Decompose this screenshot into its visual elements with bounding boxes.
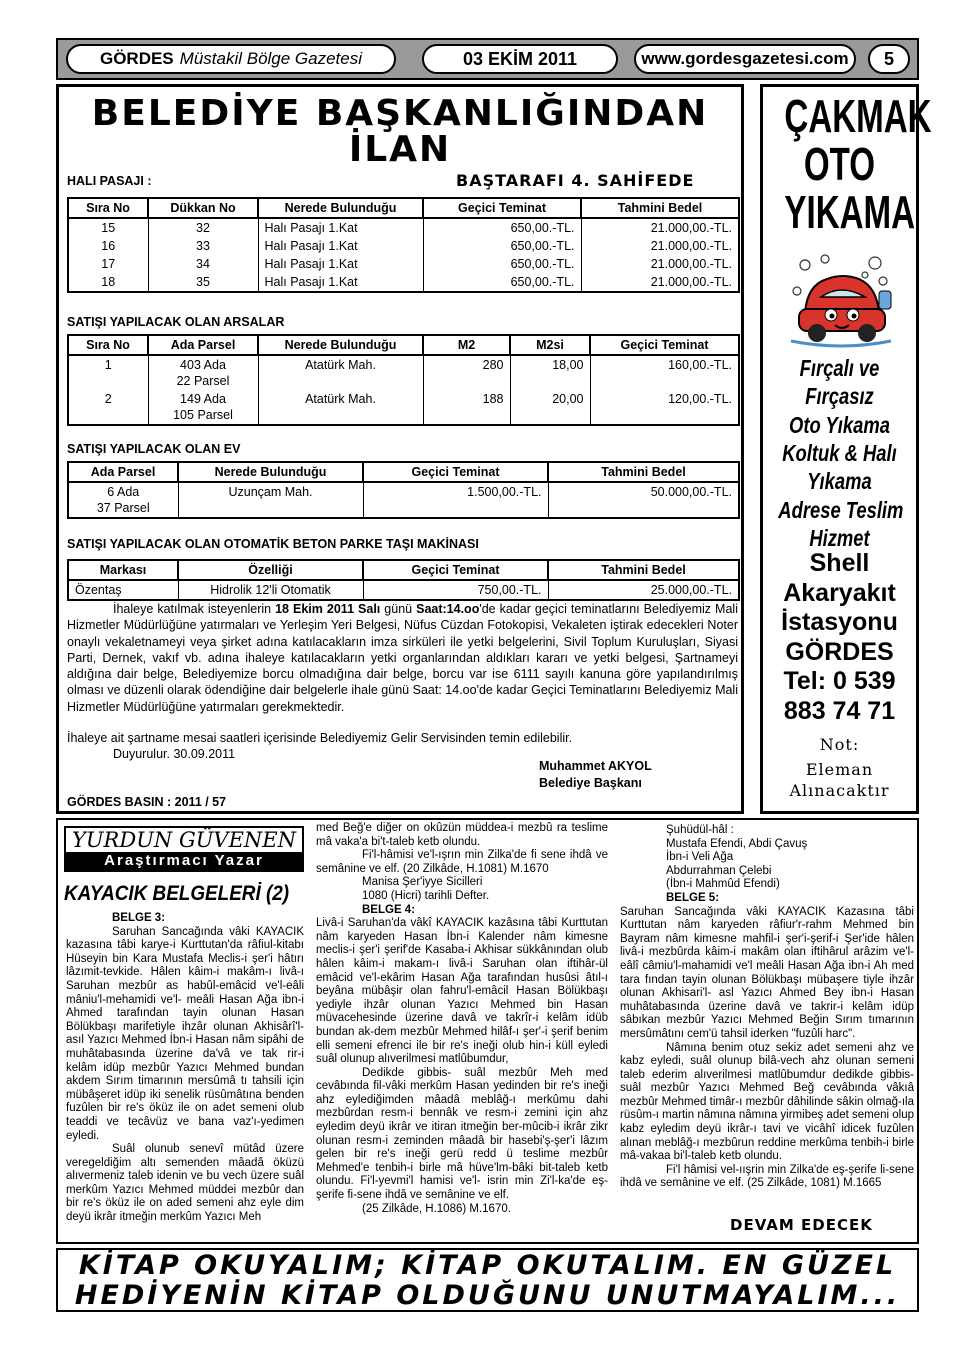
- table-header-cell: Tahmini Bedel: [581, 198, 739, 218]
- ad-service-line: Yıkama: [807, 468, 872, 495]
- ad-service-line: Hizmet: [809, 524, 870, 551]
- table-cell: 21.000,00.-TL.: [581, 237, 739, 255]
- ad-station-line: Tel: 0 539: [783, 667, 896, 695]
- issue-date: 03 EKİM 2011: [462, 48, 578, 69]
- table-header-cell: Nerede Bulunduğu: [258, 198, 423, 218]
- article-paragraph: Livâ-i Saruhan'da vâkî KAYACIK kazâsına tâbi Kurttutan nâm karyeden Hasan İbn-i Kalender nâm kimesne meclis-i şer'i şerif'de Kasaba-i Akhisar sükkânından olub hâlen kâim-i makam-ı livâ-i Saruhan olan iftihâr-ül emâcid ve'l-ekârim Hasan Ağa tarafından husûsi âtıl-ı beyâna mübâşir olan fahru'l-emâcil Hasan Bölükbaşı yediyle ihzâr olunan Yazıcı Mehmed bin Hasan müvacehesinde üzerine davâ ve takrîr-i kelâm idüb bundan ak-dem mezbûr Mehmed hilâf-ı şer'-i şerif benim elli semeni efrenci ile bir re's ineği olub hin-i küll eyledi suâl olunup alıverilmesi matlûbumdur,: [316, 917, 608, 1066]
- paper-name: GÖRDES: [99, 49, 174, 68]
- table-header-cell: Geçici Teminat: [363, 560, 548, 580]
- ad-station-line: Shell: [809, 549, 870, 577]
- table-cell: 188: [423, 390, 510, 425]
- ad-service-line: Oto Yıkama: [789, 411, 890, 438]
- article-paragraph: Saruhan Sancağında vâki KAYACIK kazasına tâbi karye-i Kurttutan'da râfiul-kitabı Hüseyin bin Kara Mustafa Meclis-i şer'i hâtırı lâzımit-tevkide. Hâlen kâim-i makâm-ı livâ-ı Saruhan mezbûr as habûl-emâcid ve'l-eâli mâniu'l-mehamidi ve'l- meâli Hasan Ağa ibn-i Ahmed tarafından tayin olunan Hasan Bölükbaşı marifetiyle ihzâr olunan Akhisârî'l-asıl Yazıcı Mehmed İbn-i Hasan nâm sipâhi de muhâtabasında üzerine da'vâ ve tak rir-i kelâm idüp mezbûr Yazıcı Mehmed bundan akdem Sırım timarının mersûmâ tı tahsili için mübâşeret idüp iki senelik rüsûmâtına benden fuzûlen bir re's öküz ile on adet semeni olub teaddi ve tecâvüz ve bana vaz'ı-yedimen eyledi.: [66, 925, 304, 1142]
- ev-table: [67, 461, 740, 519]
- table-cell: 50.000,00.-TL.: [548, 482, 739, 518]
- table-cell: [148, 355, 258, 390]
- table-header-cell: Sıra No: [68, 335, 148, 355]
- ad-title-3: YIKAMA: [784, 186, 916, 238]
- table-cell: Halı Pasajı 1.Kat: [258, 255, 423, 273]
- notice-body-2: İhaleye ait şartname mesai saatleri içerisinde Belediyemiz Gelir Servisinden temin edilebilir.: [67, 731, 573, 745]
- article-paragraph: Şuhüdül-hâl :: [666, 824, 734, 836]
- table-header-cell: Özelliği: [178, 560, 363, 580]
- notice-title-line2: İLAN: [348, 129, 452, 170]
- ad-title-2: OTO: [803, 138, 876, 190]
- table-row: [68, 355, 739, 390]
- table-cell: 20,00: [510, 390, 590, 425]
- article-paragraph: BELGE 3:: [112, 912, 166, 924]
- table-cell: 120,00.-TL.: [590, 390, 739, 425]
- table-row: [68, 390, 739, 425]
- table-header-cell: Ada Parsel: [148, 335, 258, 355]
- table-header-cell: Geçici Teminat: [423, 198, 581, 218]
- ad-station-line: Akaryakıt: [783, 578, 896, 607]
- table-cell: 21.000,00.-TL.: [581, 273, 739, 292]
- signer-title: Belediye Başkanı: [539, 776, 642, 790]
- body-part-a: İhaleye katılmak isteyenlerin: [113, 602, 276, 616]
- body-part-c: günü: [380, 602, 417, 616]
- table-row: [68, 237, 739, 255]
- page-number: 5: [883, 48, 894, 69]
- signer-name: Muhammet AKYOL: [539, 759, 652, 773]
- table-row: [68, 482, 739, 518]
- article-paragraph: Nâmına benim otuz sekiz adet semeni ahz ve kabz eyledi, suâl olunup bilâ-vech ahz olunan semeni taleb ederim alıverilmesi matlûbumdur dedikde gibbis-suâl mezbûr Yazıcı Mehmed Beğ cevâbında vâkıâ mezbûr Mehmed timâr-ı mezbûr dâhilinde sâkin olmağ-ıla rüsûm-ı martin nâmına nâmına yirmibeş adet semeni olup kabz eyledim deyü ikrâr-ı tavi ve vicâhî idicek fuzûlen alınan meblâğ-ı mezbûrun reddine merkûma tenbih-i birle mâ-vakaa bi'l-taleb ketb olundu.: [620, 1041, 914, 1163]
- table-header-cell: Ada Parsel: [68, 462, 178, 482]
- article-title: KAYACIK BELGELERİ (2): [64, 882, 290, 905]
- table-cell: 16: [68, 237, 148, 255]
- ad-service-line: Fırçalı ve: [799, 355, 880, 381]
- author-role-text: Araştırmacı Yazar: [104, 852, 264, 869]
- article-box: [56, 818, 919, 1244]
- table-cell: Uzunçam Mah.: [178, 482, 363, 518]
- article-paragraph: Fi'l-hâmisi ve'l-ışrın min Zilka'de fi sene ihdâ ve semânine ve elf. (20 Zilkâde, H.1081) M.1670: [316, 849, 608, 875]
- article-column-3: [620, 824, 914, 1210]
- author-role: [66, 852, 302, 870]
- table-cell: 18,00: [510, 355, 590, 390]
- table-cell: 1: [68, 355, 148, 390]
- hali-table: [67, 197, 740, 293]
- table-row: [68, 273, 739, 292]
- table-header-cell: Nerede Bulunduğu: [258, 335, 423, 355]
- table-cell: 2: [68, 390, 148, 425]
- article-paragraph: BELGE 4:: [362, 903, 416, 916]
- ad-note-2: Eleman: [805, 760, 874, 779]
- table-cell: 160,00.-TL.: [590, 355, 739, 390]
- page-number-pill: [868, 44, 910, 74]
- announce-line: Duyurulur. 30.09.2011: [113, 747, 236, 761]
- article-paragraph: Dedikde gibbis- suâl mezbûr Meh med cevâbında fil-vâki merkûm Hasan yedinden bir re's ineği ahz eylediğimden mâadâ meblâğ-ı merkûmu dahi mezbûrdan resm-i bennâk ve resm-i zemini için ahz eyledim deyü ikrâr ve itiran itmeğin ber-mûcib-i ikrâr zikr olunan resm-i zeminden mâadâ bir hasebi'ş-şer'i lâzım gelen bir re's ineği gerü redd ü teslime mezbûr Mehmed'e tenbih-i birle mâ hüve'lm-bâki bit-taleb ketb olundu. Fi'l-yevmi'l hamisi ve'l- isrin min Zi'l-ka'de eş-şerife fi-sene ihdâ ve semânine ve elf.: [316, 1066, 608, 1202]
- ad-service-line: Adrese Teslim: [778, 496, 904, 523]
- ad-service-line: Fırçasız: [805, 383, 874, 410]
- table-cell: Halı Pasajı 1.Kat: [258, 237, 423, 255]
- makine-table: [67, 559, 740, 601]
- ad-title-1: ÇAKMAK: [784, 90, 932, 142]
- article-paragraph: med Beğ'e diğer on okûzün müddea-i mezbû ra teslime mâ vaka'a bi't-taleb ketb olundu.: [316, 822, 608, 848]
- article-paragraph: Mustafa Efendi, Abdi Çavuş: [666, 837, 808, 850]
- body-part-e: 'de kadar geçici teminatlarını Belediyemiz Mali Hizmetler Müdürlüğüne yatırmaları ve Yerleşim Yeri Belgesi, Nüfus Cüzdan Fotokopisi, Vekaleten iştirak edecekleri Noter onaylı vekaletnameyi veya şirket adına katılacakların imza sirküleri ile yetki belgelerini, Sivil Toplum Kuruluşları, Siyasi Parti, Dernek, vakıf vb. adına ihaleye katılacakların yetki organlarından aldıkları kararı ve yetki belgesi, Şartnameyi aldığına dair belge, Belediyemize borcu olmadığına dair belge, borcu var ise 6111 sayılı kanuna göre yapılandırılmış olması ve düzenli olarak ödendiğine dair belgelerle ihale günü Saat: 14.oo'de kadar Geçici Teminatlarını Belediyemiz Mali Hizmetler Müdürlüğüne yatırmaları gerekmektedir.: [67, 602, 738, 714]
- table-cell: 650,00.-TL.: [423, 237, 581, 255]
- table-header-cell: M2si: [510, 335, 590, 355]
- banner-line-1: KİTAP OKUYALIM; KİTAP OKUTALIM. EN GÜZEL: [78, 1250, 897, 1281]
- parsel-line: 37 Parsel: [96, 501, 150, 515]
- table-cell: 650,00.-TL.: [423, 273, 581, 292]
- ada-line: 6 Ada: [107, 485, 140, 499]
- continues-label: DEVAM EDECEK: [730, 1216, 873, 1234]
- bottom-banner: [56, 1248, 919, 1312]
- article-paragraph: 1080 (Hicri) tarihli Defter.: [362, 889, 490, 902]
- table-cell: Halı Pasajı 1.Kat: [258, 273, 423, 292]
- article-paragraph: Manisa Şer'iyye Sicilleri: [362, 876, 483, 889]
- table-cell: Atatürk Mah.: [258, 390, 423, 425]
- article-column-1: [66, 912, 304, 1240]
- ada-line: 403 Ada: [180, 358, 226, 372]
- article-paragraph: Abdurrahman Çelebi: [666, 864, 772, 877]
- table-cell: 21.000,00.-TL.: [581, 218, 739, 237]
- table-cell: 21.000,00.-TL.: [581, 255, 739, 273]
- notice-body: [67, 601, 738, 715]
- date-pill: [422, 44, 618, 74]
- ada-line: 149 Ada: [180, 392, 226, 406]
- table-cell: 650,00.-TL.: [423, 218, 581, 237]
- table-header-cell: Nerede Bulunduğu: [178, 462, 363, 482]
- continued-label: BAŞTARAFI 4. SAHİFEDE: [456, 171, 695, 190]
- author-box: [64, 826, 304, 872]
- banner-line-2: HEDİYENİN KİTAP OLDUĞUNU UNUTMAYALIM...: [74, 1280, 901, 1311]
- article-paragraph: Saruhan Sancağında vâki KAYACIK Kazasına tâbi Kurttutan nâm karyeden râfiur'r-rahm Mehmed bin Bayram nâm kimesne mahfil-i şer'i-şerif-i Şer'ide hâlen livâ-i mezbûrda kâim-i makâm olan iftihârul arâzim ve'l-eâlî câmiu'l-mahamidi ve'l meâli Hasan Ağa ibn-i Ah med tara fından tayin olunan Bölükbaşı mübaşere tiyle ihzâr olunan Akhisari'l- asl Yazıcı Ahmed Bey ibn-i Hasan muhâtabasında üzerine davâ ve takrir-i kelâm idüp sâbıkan mezbûr Yazıcı Mehmed Beğin Sırım tımarının mersûmâtını cem'ü tahsil iderken "fuzûli harc".: [620, 905, 914, 1040]
- car-wash-mascot-icon: [785, 251, 897, 351]
- table-cell: [68, 482, 178, 518]
- car-wash-ad: [760, 84, 932, 814]
- makine-label: SATIŞI YAPILACAK OLAN OTOMATİK BETON PARKE TAŞI MAKİNASI: [67, 537, 479, 551]
- ad-note-3: Alınacaktır: [789, 781, 890, 800]
- table-row: [68, 218, 739, 237]
- ad-station-line: İstasyonu: [781, 608, 898, 636]
- table-row: [68, 255, 739, 273]
- table-cell: 33: [148, 237, 258, 255]
- table-cell: 1.500,00.-TL.: [363, 482, 548, 518]
- table-header-cell: Markası: [68, 560, 178, 580]
- body-part-date: 18 Ekim 2011 Salı: [275, 602, 381, 616]
- arsa-table: [67, 334, 740, 426]
- table-cell: 32: [148, 218, 258, 237]
- table-cell: 25.000,00.-TL.: [548, 580, 739, 600]
- website-pill: [634, 44, 856, 74]
- table-cell: 35: [148, 273, 258, 292]
- table-cell: Hidrolik 12'li Otomatik: [178, 580, 363, 600]
- table-header-cell: Tahmini Bedel: [548, 462, 739, 482]
- table-header-cell: Tahmini Bedel: [548, 560, 739, 580]
- website-link[interactable]: www.gordesgazetesi.com: [641, 49, 849, 68]
- article-paragraph: İbn-i Veli Ağa: [666, 851, 734, 864]
- table-cell: 280: [423, 355, 510, 390]
- table-cell: Atatürk Mah.: [258, 355, 423, 390]
- table-cell: 18: [68, 273, 148, 292]
- arsa-label: SATIŞI YAPILACAK OLAN ARSALAR: [67, 315, 285, 329]
- article-column-2: [316, 822, 608, 1240]
- table-cell: 15: [68, 218, 148, 237]
- table-header-cell: M2: [423, 335, 510, 355]
- paper-subtitle: Müstakil Bölge Gazetesi: [179, 49, 363, 68]
- table-header-cell: Geçici Teminat: [590, 335, 739, 355]
- table-cell: 17: [68, 255, 148, 273]
- article-paragraph: BELGE 5:: [666, 891, 720, 904]
- article-paragraph: Fi'l hâmisi vel-ıışrin min Zilka'de eş-şerife li-sene ihdâ ve semânine ve elf. (25 Zilkâde, 1081) M.1665: [620, 1163, 914, 1190]
- notice-box: [56, 84, 744, 814]
- paper-name-pill: [66, 44, 396, 74]
- ad-station-line: GÖRDES: [785, 637, 894, 666]
- table-row: [68, 580, 739, 600]
- table-cell: Halı Pasajı 1.Kat: [258, 218, 423, 237]
- ev-label: SATIŞI YAPILACAK OLAN EV: [67, 442, 241, 456]
- ad-service-line: Koltuk & Halı: [782, 439, 897, 466]
- article-paragraph: (İbn-i Mahmûd Efendi): [666, 878, 780, 891]
- article-paragraph: (25 Zilkâde, H.1086) M.1670.: [362, 1202, 511, 1215]
- table-header-cell: Sıra No: [68, 198, 148, 218]
- press-code: GÖRDES BASIN : 2011 / 57: [67, 795, 227, 809]
- author-name: YURDUN GÜVENEN: [71, 828, 296, 852]
- article-paragraph: Suâl olunub senevî mütâd üzere veregeldiğim altı semenden mâadâ öküzü alıvermeniz taleb idenin ve bu vech üzere suâl merkûm Yazıcı Mehmed müddei mezbûr dan bir re's öküz ile on aded semeni ahz eyle dim deyü ikrâr itmeğin merkûm Yazıcı Meh: [66, 1143, 304, 1224]
- table-cell: 750,00.-TL.: [363, 580, 548, 600]
- table-cell: 650,00.-TL.: [423, 255, 581, 273]
- table-header-cell: Geçici Teminat: [363, 462, 548, 482]
- parsel-line: 22 Parsel: [176, 374, 230, 388]
- ad-station-line: 883 74 71: [783, 696, 896, 725]
- notice-title-line1: BELEDİYE BAŞKANLIĞINDAN: [91, 93, 709, 134]
- table-header-cell: Dükkan No: [148, 198, 258, 218]
- hali-pasaji-label: HALI PASAJI :: [67, 174, 152, 188]
- parsel-line: 105 Parsel: [173, 408, 233, 422]
- table-cell: Özentaş: [68, 580, 178, 600]
- table-cell: 34: [148, 255, 258, 273]
- ad-note-1: Not:: [819, 735, 860, 754]
- body-part-time: Saat:14.oo: [416, 602, 480, 616]
- table-cell: [148, 390, 258, 425]
